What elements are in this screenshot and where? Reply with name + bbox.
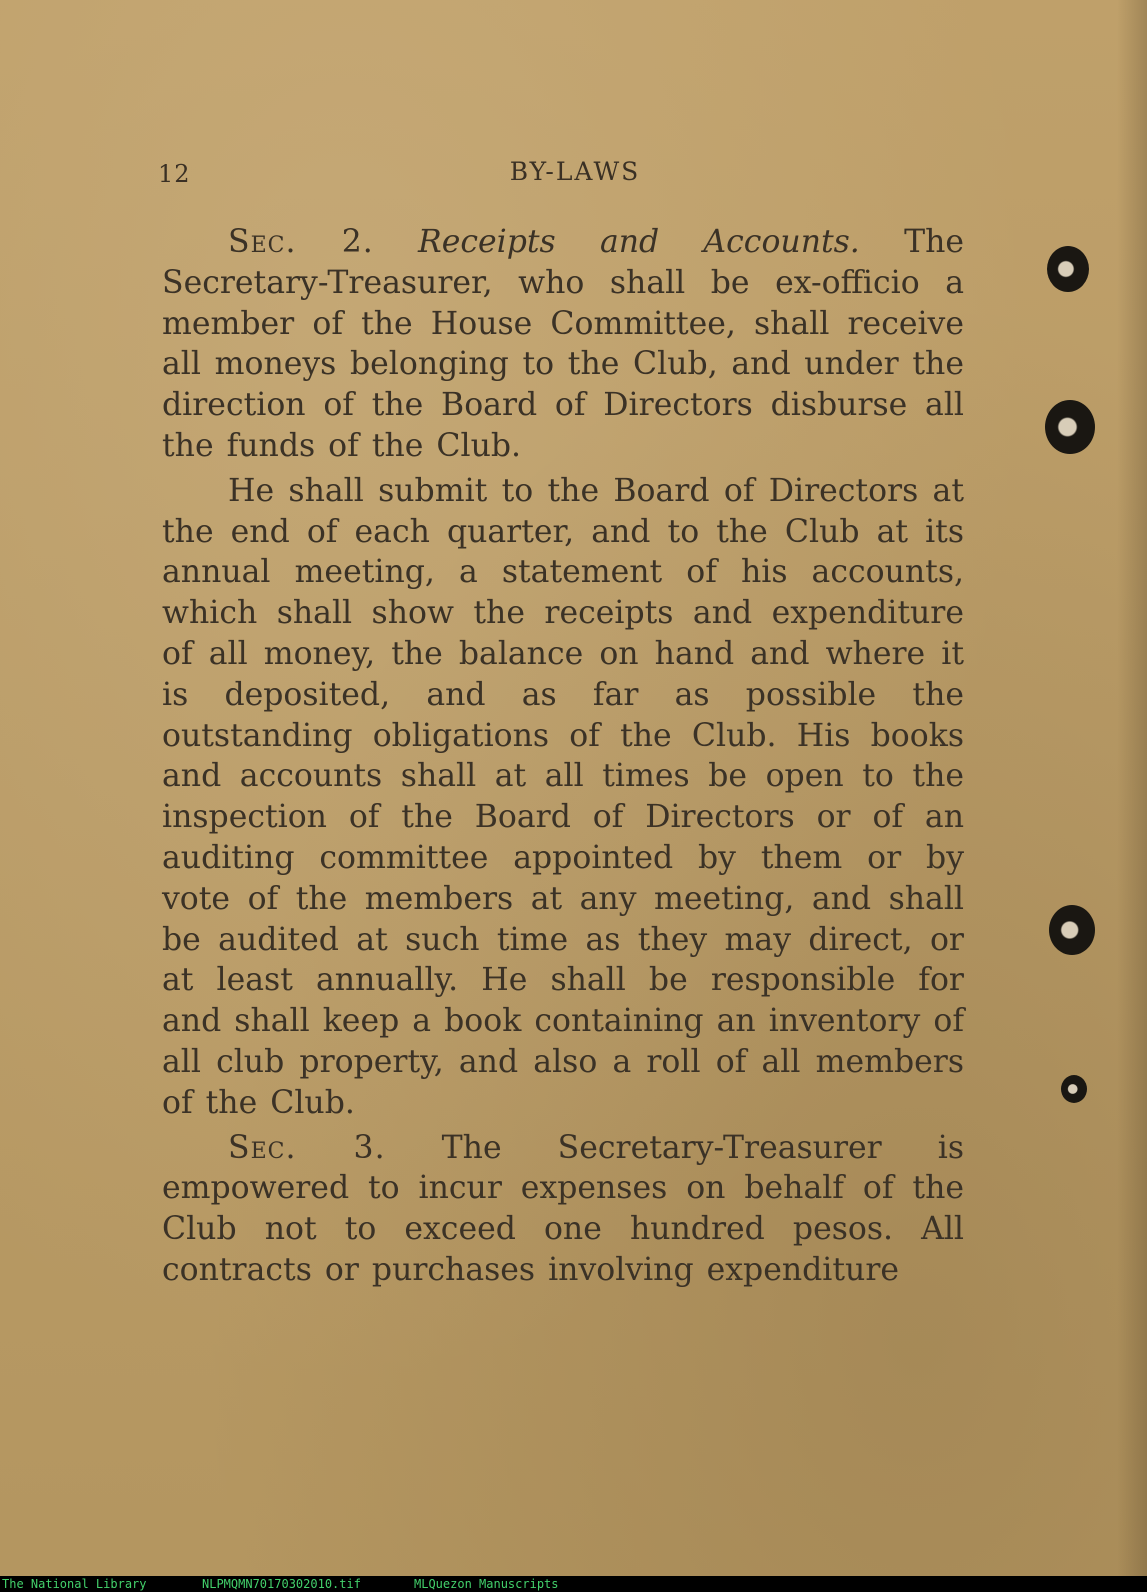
section-title: Receipts and Accounts. [418, 224, 860, 260]
paragraph-text: The Secretary-Treasurer, who shall be ex-officio a member of the House Committee, shall receive all moneys belonging to the Club, and under the direction of the Board of Directors disburse all the funds of the Club. [162, 224, 965, 464]
section-3-paragraph-1 [162, 1128, 964, 1291]
footer-library: The National Library [2, 1577, 147, 1591]
footer-file-name: NLPMQMN70170302010.tif [202, 1577, 361, 1591]
section-label: Sec. 3. [228, 1129, 386, 1166]
page-edge-shadow [1117, 0, 1147, 1576]
paragraph-text: The Secretary-Treasurer is empowered to incur expenses on behalf of the Club not to exceed one hundred pesos. All contracts or purchases involving expenditure [162, 1129, 965, 1288]
binding-hole [1045, 400, 1095, 454]
binding-hole [1061, 1075, 1087, 1103]
section-2-paragraph-1 [162, 222, 964, 467]
section-label: Sec. 2. [228, 224, 374, 260]
body-text [162, 222, 964, 1295]
binding-hole [1049, 905, 1095, 955]
footer-collection: MLQuezon Manuscripts [414, 1577, 559, 1591]
binding-hole [1047, 246, 1089, 292]
section-2-paragraph-2 [162, 471, 964, 1124]
page-number: 12 [158, 160, 191, 188]
paragraph-text: He shall submit to the Board of Directors at the end of each quarter, and to the Club at its annual meeting, a statement of his accounts, which shall show the receipts and expenditure of all money, the balance on hand and where it is deposited, and as far as possible the outstanding obligations of the Club. His books and accounts shall at all times be open to the inspection of the Board of Directors or of an auditing committee appointed by them or by vote of the members at any meeting, and shall be audited at such time as they may direct, or at least annually. He shall be responsible for and shall keep a book containing an inventory of all club property, and also a roll of all members of the Club. [162, 472, 964, 1121]
running-head: BY-LAWS [509, 157, 641, 186]
scan-footer [0, 1576, 1147, 1592]
